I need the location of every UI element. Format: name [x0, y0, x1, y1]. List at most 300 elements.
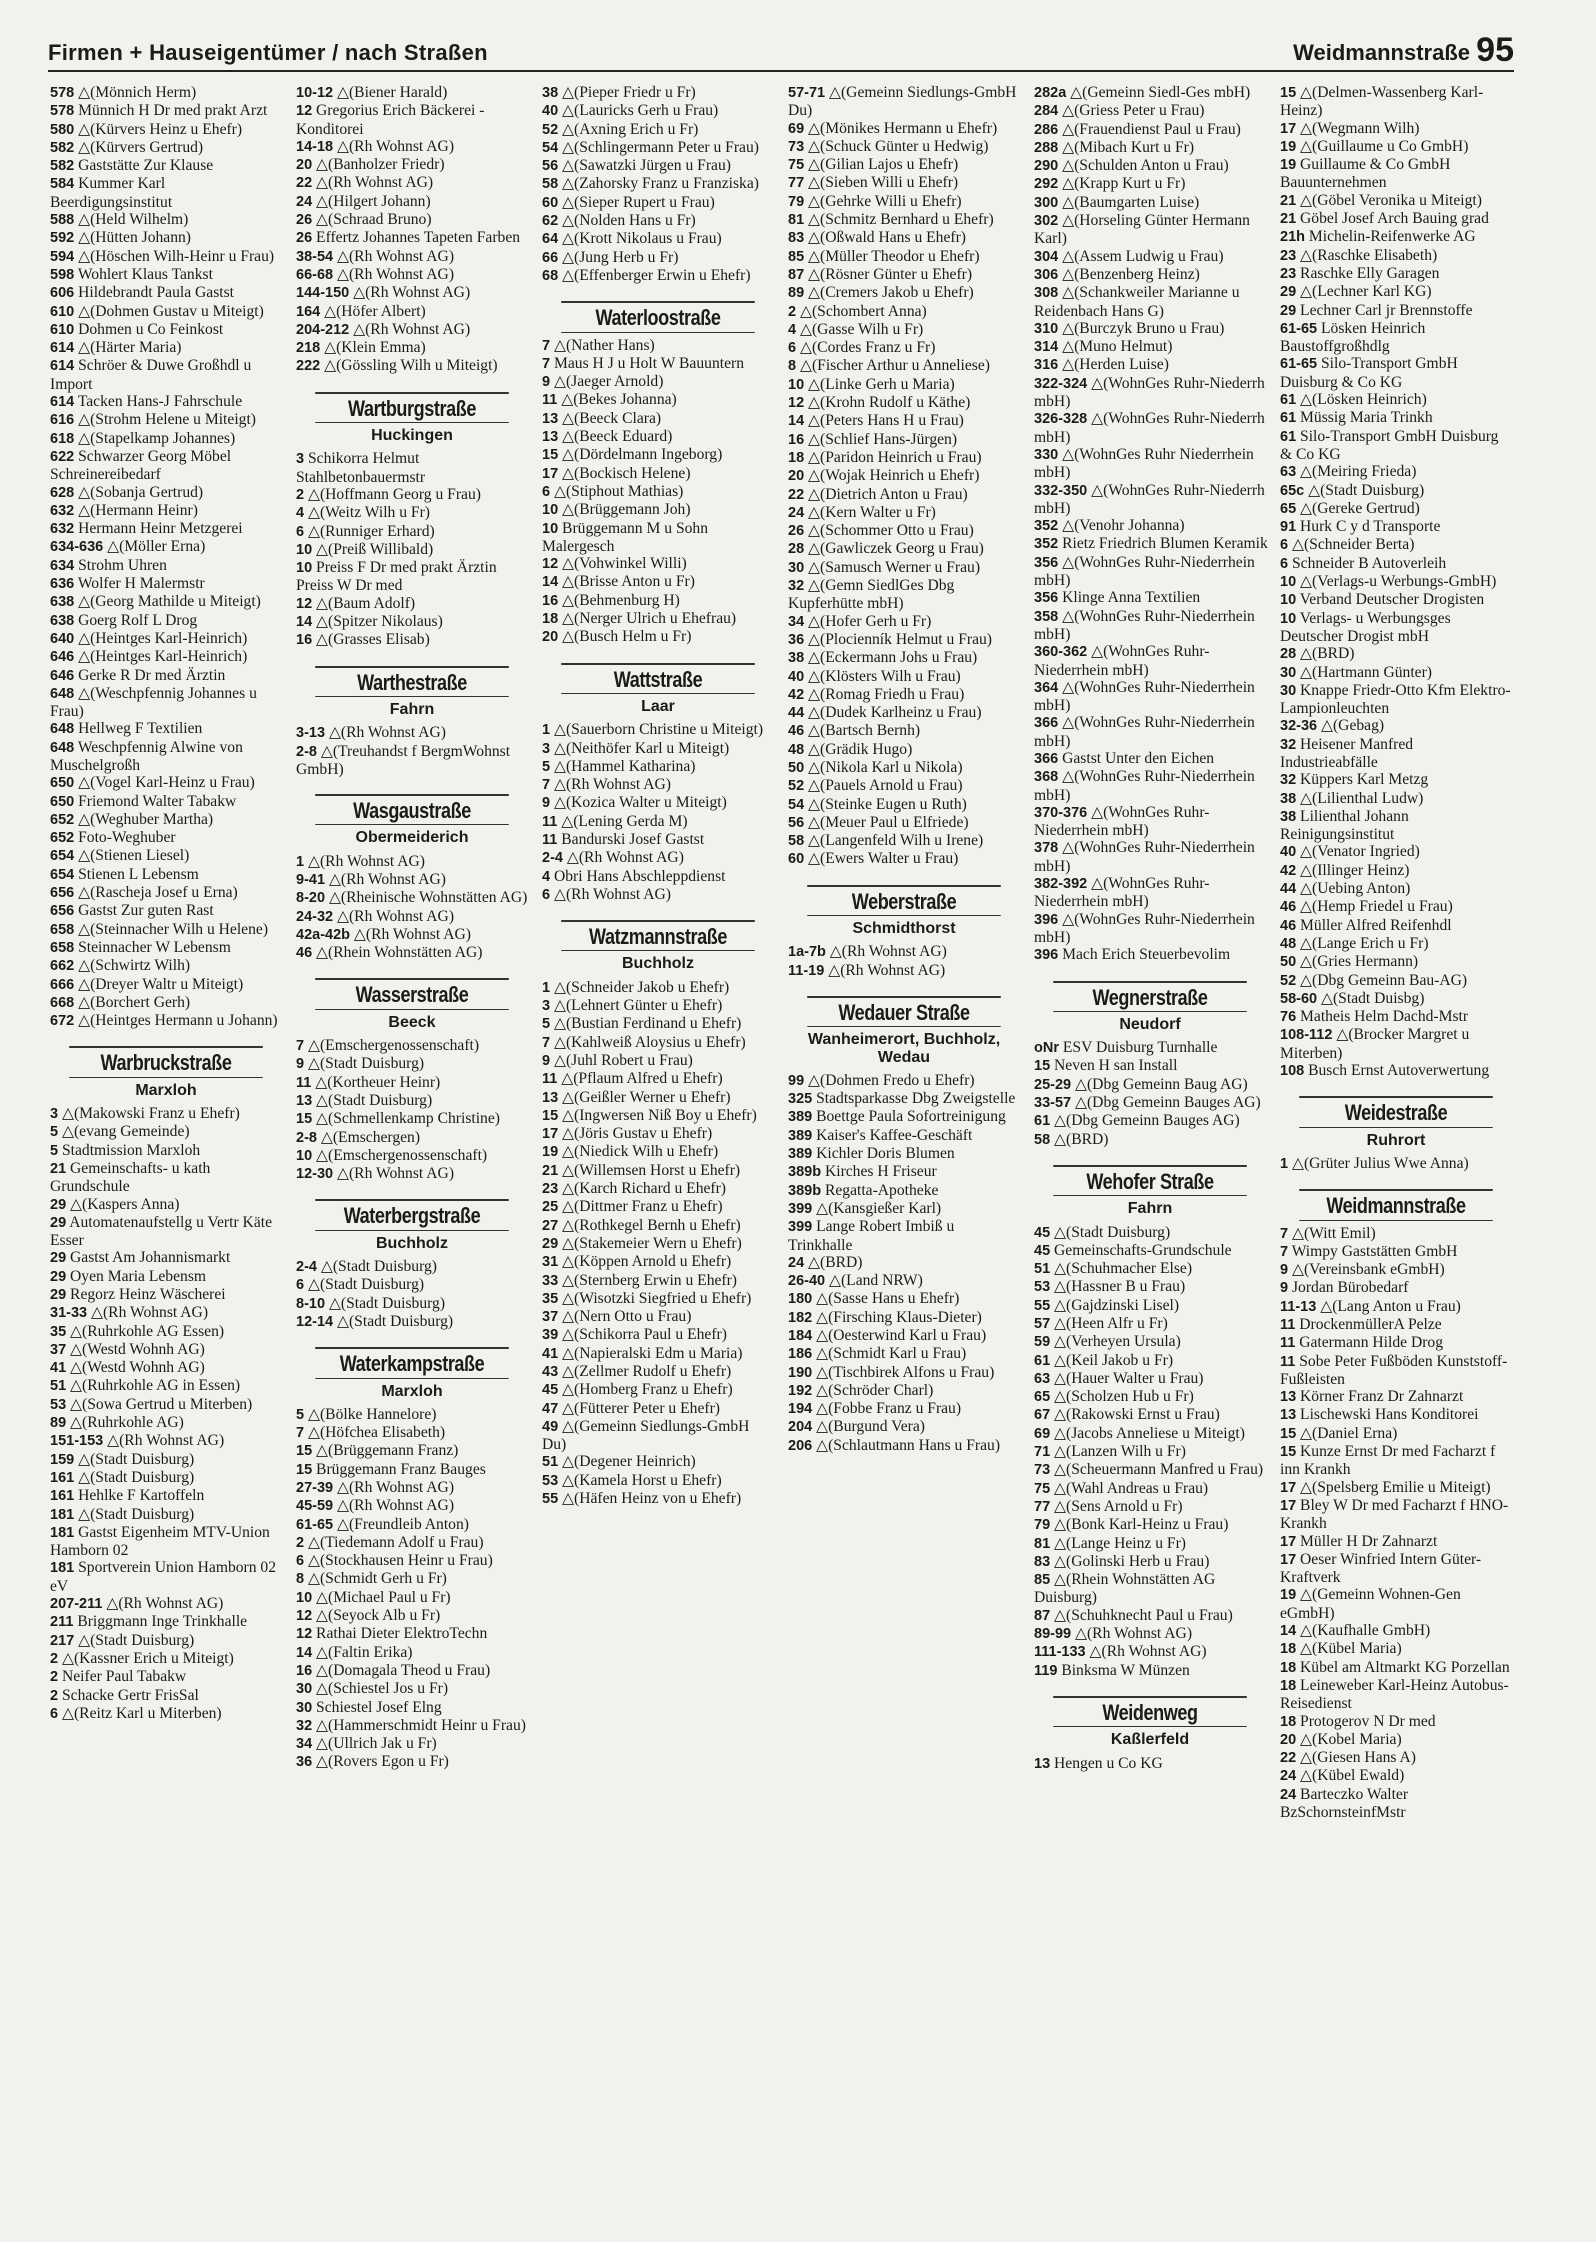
house-number: 13 — [1280, 1407, 1297, 1424]
directory-entry — [786, 668, 1022, 686]
entry-text: △(Nern Otto u Frau) — [562, 1308, 692, 1326]
house-number: 3 — [50, 1106, 59, 1123]
house-number: 15 — [1280, 85, 1297, 101]
directory-entry — [786, 577, 1022, 613]
directory-entry — [1032, 750, 1268, 768]
house-number: 389 — [788, 1146, 813, 1163]
directory-entry — [1032, 1425, 1268, 1443]
house-number: 582 — [50, 158, 75, 175]
house-number: 21 — [542, 1162, 559, 1179]
directory-entry — [1278, 1425, 1514, 1443]
directory-entry — [540, 1363, 776, 1381]
directory-entry — [1032, 1039, 1268, 1057]
entry-text: △(Emschergenossenschaft) — [307, 1037, 480, 1055]
house-number: 14-18 — [296, 138, 334, 155]
house-number: 7 — [542, 777, 551, 794]
directory-entry — [540, 501, 776, 519]
directory-entry — [786, 1364, 1022, 1382]
entry-text: △(Sieben Willi u Ehefr) — [808, 174, 959, 192]
house-number: 634-636 — [50, 539, 104, 556]
entry-text: Strohm Uhren — [78, 556, 167, 574]
house-number: 13 — [1280, 1389, 1297, 1406]
house-number: 2 — [50, 1669, 59, 1686]
house-number: 207-211 — [50, 1596, 103, 1613]
house-number: 32 — [788, 578, 805, 595]
directory-entry — [48, 1196, 284, 1214]
directory-entry — [540, 573, 776, 591]
directory-entry — [786, 649, 1022, 667]
house-number: 648 — [50, 721, 75, 738]
house-number: 1 — [296, 853, 305, 870]
entry-text: △(Biener Harald) — [337, 84, 448, 101]
entry-text: △(Faltin Erika) — [316, 1643, 413, 1661]
entry-text: △(Rösner Günter u Ehefr) — [808, 265, 973, 283]
entry-text: △(Rh Wohnst AG) — [106, 1595, 224, 1613]
house-number: 161 — [50, 1488, 75, 1505]
house-number: 204 — [788, 1419, 813, 1436]
entry-text: △(Freundleib Anton) — [337, 1515, 469, 1533]
entry-text: Steinnacher W Lebensm — [78, 938, 231, 956]
entry-text: △(Eckermann Johs u Frau) — [808, 649, 978, 667]
directory-entry — [48, 1142, 284, 1160]
entry-text: △(Domagala Theod u Frau) — [316, 1661, 491, 1679]
directory-entry — [1032, 121, 1268, 139]
entry-text: Effertz Johannes Tapeten Farben — [316, 229, 521, 247]
street-heading: Wegnerstraße — [1053, 981, 1247, 1012]
house-number: 38-54 — [296, 248, 334, 265]
house-number: 192 — [788, 1382, 813, 1399]
directory-entry — [48, 139, 284, 157]
entry-text: △(WohnGes Ruhr-Niederrh mbH) — [1034, 410, 1265, 446]
house-number: 290 — [1034, 158, 1059, 175]
entry-text: △(Köppen Arnold u Ehefr) — [562, 1253, 732, 1271]
entry-text: △(Griess Peter u Frau) — [1062, 102, 1205, 120]
directory-entry — [1278, 1243, 1514, 1261]
directory-entry — [1278, 518, 1514, 536]
directory-entry — [1278, 610, 1514, 646]
house-number: 360-362 — [1034, 644, 1088, 661]
directory-entry — [540, 1089, 776, 1107]
directory-entry — [1278, 790, 1514, 808]
directory-entry — [1278, 1261, 1514, 1279]
house-number: 11 — [542, 831, 558, 848]
entry-text: △(Beeck Clara) — [562, 409, 662, 427]
entry-text: △(Bölke Hannelore) — [307, 1405, 437, 1423]
street-heading: Wartburgstraße — [315, 392, 509, 423]
house-number: 75 — [788, 157, 805, 174]
house-number: 32 — [1280, 736, 1297, 753]
house-number: 61 — [1280, 410, 1297, 427]
directory-entry — [48, 1487, 284, 1505]
house-number: 29 — [50, 1214, 67, 1231]
entry-text: Wolfer H Malermstr — [77, 575, 205, 593]
entry-text: △(Ruhrkohle AG Essen) — [70, 1322, 225, 1340]
house-number: 20 — [788, 468, 805, 485]
directory-entry — [1032, 1278, 1268, 1296]
directory-entry — [786, 174, 1022, 192]
directory-entry — [540, 410, 776, 428]
entry-text: △(Samusch Werner u Frau) — [808, 558, 981, 576]
directory-entry — [1032, 875, 1268, 911]
house-number: 87 — [788, 266, 805, 283]
directory-entry — [786, 1072, 1022, 1090]
house-number: 58 — [788, 833, 805, 850]
directory-entry — [1278, 645, 1514, 663]
directory-entry — [786, 777, 1022, 795]
street-heading: Watzmannstraße — [561, 920, 755, 951]
directory-entry — [540, 592, 776, 610]
house-number: 3 — [542, 998, 551, 1015]
directory-entry — [1032, 1535, 1268, 1553]
entry-text: △(Held Wilhelm) — [78, 211, 189, 229]
directory-entry — [540, 373, 776, 391]
entry-text: △(Raschke Elisabeth) — [1300, 246, 1438, 264]
entry-text: △(Romag Friedh u Frau) — [808, 685, 965, 703]
entry-text: △(Guillaume u Co GmbH) — [1300, 137, 1469, 155]
directory-entry — [294, 266, 530, 284]
directory-entry — [294, 339, 530, 357]
directory-entry — [786, 1400, 1022, 1418]
house-number: 300 — [1034, 194, 1059, 211]
house-number: 306 — [1034, 266, 1059, 283]
entry-text: △(Gereke Gertrud) — [1300, 499, 1420, 517]
district-name: Kaßlerfeld — [1110, 1731, 1190, 1749]
entry-text: △(Dietrich Anton u Frau) — [808, 485, 968, 503]
house-number: 42 — [1280, 862, 1297, 879]
directory-entry — [786, 1437, 1022, 1455]
directory-entry — [1278, 1551, 1514, 1587]
street-heading: Waterkampstraße — [315, 1347, 509, 1378]
directory-entry — [48, 1506, 284, 1524]
directory-entry — [540, 997, 776, 1015]
house-number: 99 — [788, 1072, 805, 1089]
house-number: 378 — [1034, 840, 1059, 857]
entry-text: △(WohnGes Ruhr-Niederrhein mbH) — [1034, 553, 1255, 590]
entry-text: △(Weghuber Martha) — [78, 810, 214, 828]
directory-entry — [540, 84, 776, 102]
entry-text: △(Dittmer Franz u Ehefr) — [562, 1198, 723, 1216]
directory-entry — [540, 520, 776, 556]
entry-text: Hehlke F Kartoffeln — [78, 1487, 205, 1505]
directory-entry — [48, 557, 284, 575]
house-number: 658 — [50, 939, 75, 956]
directory-entry — [1278, 573, 1514, 591]
directory-entry — [48, 1105, 284, 1123]
entry-text: △(Dbg Gemeinn Bauges AG) — [1054, 1112, 1240, 1130]
house-number: 592 — [50, 230, 75, 247]
directory-entry — [1278, 682, 1514, 718]
house-number: 36 — [296, 1754, 313, 1771]
entry-text: Hurk C y d Transporte — [1300, 518, 1441, 536]
directory-entry — [540, 555, 776, 573]
directory-entry — [786, 449, 1022, 467]
house-number: 10 — [542, 520, 559, 537]
entry-text: △(Meuer Paul u Elfriede) — [808, 813, 969, 831]
house-number: 356 — [1034, 590, 1059, 607]
directory-entry — [48, 1341, 284, 1359]
directory-entry — [1032, 589, 1268, 607]
entry-text: △(Effenberger Erwin u Ehefr) — [562, 266, 751, 284]
house-number: 30 — [788, 559, 805, 576]
entry-text: Rathai Dieter ElektroTechn — [316, 1625, 488, 1643]
house-number: 25 — [542, 1199, 559, 1216]
directory-entry — [1032, 84, 1268, 102]
directory-entry — [48, 411, 284, 429]
directory-entry — [294, 1258, 530, 1276]
entry-text: △(Rh Wohnst AG) — [353, 284, 471, 302]
directory-entry — [1278, 536, 1514, 554]
directory-entry — [294, 1534, 530, 1552]
directory-entry — [1278, 228, 1514, 246]
house-number: 89-99 — [1034, 1626, 1072, 1643]
directory-entry — [48, 357, 284, 393]
directory-entry — [540, 157, 776, 175]
directory-entry — [540, 1472, 776, 1490]
house-number: 55 — [542, 1491, 559, 1508]
entry-text: △(Lang Anton u Frau) — [1320, 1297, 1461, 1315]
street-heading: Weidenweg — [1053, 1696, 1247, 1727]
house-number: 16 — [542, 592, 559, 609]
entry-text: △(Rovers Egon u Fr) — [316, 1753, 449, 1771]
directory-entry — [48, 538, 284, 556]
house-number: 17 — [1280, 1533, 1297, 1550]
directory-entry — [48, 1304, 284, 1322]
column-3 — [540, 84, 776, 2234]
district-name: Huckingen — [371, 427, 453, 445]
house-number: 40 — [788, 668, 805, 685]
house-number: 91 — [1280, 519, 1297, 536]
house-number: 181 — [50, 1560, 75, 1577]
entry-text: △(Schwirtz Wilh) — [78, 957, 191, 975]
house-number: 31-33 — [50, 1305, 88, 1322]
directory-entry — [1032, 1260, 1268, 1278]
house-number: 17 — [1280, 1479, 1297, 1496]
directory-entry — [786, 357, 1022, 375]
directory-entry — [786, 522, 1022, 540]
directory-entry — [1278, 210, 1514, 228]
directory-entry — [294, 1461, 530, 1479]
entry-text: △(Seyock Alb u Fr) — [316, 1607, 441, 1625]
directory-entry — [540, 1070, 776, 1088]
house-number: 56 — [788, 814, 805, 831]
house-number: 11 — [296, 1074, 312, 1091]
entry-text: △(Dördelmann Ingeborg) — [562, 446, 723, 464]
directory-entry — [294, 1165, 530, 1183]
entry-text: △(Daniel Erna) — [1300, 1424, 1398, 1442]
house-number: 218 — [296, 340, 321, 357]
entry-text: △(Steinnacher Wilh u Helene) — [78, 920, 269, 938]
directory-entry — [1278, 1659, 1514, 1677]
directory-entry — [48, 1705, 284, 1723]
house-number: 39 — [542, 1327, 559, 1344]
entry-text: △(Rheinische Wohnstätten AG) — [328, 889, 528, 907]
directory-entry — [1032, 1607, 1268, 1625]
house-number: 19 — [1280, 1587, 1297, 1604]
directory-entry — [1032, 139, 1268, 157]
district-name: Buchholz — [376, 1234, 448, 1252]
directory-entry — [48, 1286, 284, 1304]
house-number: 48 — [788, 741, 805, 758]
entry-text: △(BRD) — [808, 1253, 863, 1271]
entry-text: △(Nerger Ulrich u Ehefrau) — [562, 610, 737, 628]
entry-text: △(Schneider Jakob u Ehefr) — [553, 978, 730, 996]
entry-text: △(Sasse Hans u Ehefr) — [816, 1290, 960, 1308]
house-number: 17 — [542, 1126, 559, 1143]
house-number: 151-153 — [50, 1433, 104, 1450]
directory-entry — [540, 446, 776, 464]
directory-entry — [48, 957, 284, 975]
directory-entry — [540, 428, 776, 446]
entry-text: △(Keil Jakob u Fr) — [1054, 1351, 1174, 1369]
directory-entry — [786, 741, 1022, 759]
house-number: 11 — [542, 1071, 558, 1088]
directory-entry — [1278, 482, 1514, 500]
directory-entry — [1278, 1406, 1514, 1424]
house-number: 25-29 — [1034, 1076, 1072, 1093]
entry-text: △(Jacobs Anneliese u Miteigt) — [1054, 1424, 1245, 1442]
directory-entry — [786, 467, 1022, 485]
house-number: 38 — [1280, 808, 1297, 825]
house-number: 11 — [1280, 1335, 1296, 1352]
directory-entry — [1278, 120, 1514, 138]
directory-entry — [1032, 1076, 1268, 1094]
entry-text: Heisener Manfred Industrieabfälle — [1280, 735, 1414, 771]
entry-text: △(Sauerborn Christine u Miteigt) — [553, 721, 764, 739]
entry-text: Bley W Dr med Facharzt f HNO-Krankh — [1280, 1496, 1509, 1533]
house-number: 73 — [788, 138, 805, 155]
entry-text: △(Schmellenkamp Christine) — [316, 1110, 500, 1128]
directory-entry — [48, 1668, 284, 1686]
column-6 — [1278, 84, 1514, 2234]
house-number: 76 — [1280, 1009, 1297, 1026]
house-number: 65 — [1034, 1389, 1051, 1406]
house-number: 12-30 — [296, 1166, 334, 1183]
entry-text: △(Stadt Duisburg) — [78, 1631, 195, 1649]
entry-text: Gastst Unter den Eichen — [1062, 749, 1215, 767]
house-number: 46 — [1280, 917, 1297, 934]
directory-entry — [294, 102, 530, 138]
entry-text: DrockenmüllerA Pelze — [1299, 1316, 1442, 1333]
house-number: 578 — [50, 85, 75, 101]
house-number: 2-4 — [296, 1259, 317, 1276]
entry-text: △(Verheyen Ursula) — [1054, 1333, 1181, 1351]
directory-entry — [540, 1418, 776, 1454]
house-number: 9 — [542, 374, 551, 391]
house-number: 21 — [50, 1160, 67, 1177]
entry-text: △(Krott Nikolaus u Frau) — [562, 230, 722, 248]
entry-text: △(Mönnich Herm) — [78, 84, 197, 101]
house-number: 23 — [1280, 265, 1297, 282]
house-number: 24 — [1280, 1786, 1297, 1803]
entry-text: △(Stakemeier Wern u Ehefr) — [562, 1234, 742, 1252]
directory-entry — [48, 229, 284, 247]
house-number: 389b — [788, 1182, 822, 1199]
directory-entry — [294, 1607, 530, 1625]
house-number: 27-39 — [296, 1480, 334, 1496]
entry-text: △(Kobel Maria) — [1300, 1730, 1402, 1748]
entry-text: Mach Erich Steuerbevolim — [1062, 946, 1231, 964]
directory-entry — [1278, 1155, 1514, 1173]
entry-text: △(Stadt Duisburg) — [307, 1276, 425, 1294]
entry-text: △(Gemn SiedlGes Dbg Kupferhütte mbH) — [788, 577, 955, 613]
entry-text: Matheis Helm Dachd-Mstr — [1300, 1008, 1469, 1026]
entry-text: △(WohnGes Ruhr-Niederrh mbH) — [1034, 481, 1265, 517]
directory-entry — [294, 631, 530, 649]
house-number: 44 — [1280, 881, 1297, 898]
entry-text: △(Delmen-Wassenberg Karl-Heinz) — [1280, 84, 1484, 120]
house-number: 6 — [542, 483, 551, 500]
entry-text: △(Homberg Franz u Ehefr) — [562, 1381, 733, 1399]
entry-text: △(Rh Wohnst AG) — [337, 1479, 455, 1496]
directory-entry — [1032, 768, 1268, 804]
house-number: 610 — [50, 321, 75, 338]
directory-entry — [540, 1107, 776, 1125]
directory-entry — [294, 450, 530, 486]
house-number: 45 — [1034, 1224, 1051, 1241]
directory-entry — [786, 1163, 1022, 1181]
directory-entry — [48, 1414, 284, 1432]
house-number: 12 — [788, 395, 805, 412]
directory-entry — [540, 868, 776, 886]
house-number: 286 — [1034, 121, 1059, 138]
directory-entry — [294, 1753, 530, 1771]
entry-text: △(Tiedemann Adolf u Frau) — [307, 1533, 484, 1551]
house-number: 34 — [788, 613, 805, 630]
directory-entry — [1032, 643, 1268, 679]
entry-text: △(BRD) — [1054, 1130, 1109, 1148]
directory-entry — [1032, 1094, 1268, 1112]
directory-entry — [294, 1680, 530, 1698]
house-number: 11-13 — [1280, 1298, 1317, 1315]
house-number: 57 — [1034, 1316, 1051, 1332]
house-number: 10 — [1280, 592, 1297, 609]
directory-entry — [294, 1699, 530, 1717]
house-number: 44 — [788, 705, 805, 722]
house-number: 598 — [50, 266, 75, 283]
directory-entry — [48, 175, 284, 211]
house-number: 58 — [1034, 1131, 1051, 1148]
directory-entry — [48, 1249, 284, 1267]
house-number: 24 — [296, 193, 313, 210]
entry-text: Hermann Heinr Metzgerei — [78, 520, 243, 538]
directory-entry — [1278, 156, 1514, 192]
entry-text: △(Brocker Margret u Miterben) — [1280, 1026, 1470, 1062]
entry-text: △(Kansgießer Karl) — [816, 1199, 942, 1217]
entry-text: Kirches H Friseur — [824, 1163, 937, 1181]
directory-entry — [786, 266, 1022, 284]
street-heading: Wedauer Straße — [807, 996, 1001, 1027]
directory-entry — [48, 774, 284, 792]
directory-entry — [540, 391, 776, 409]
entry-text: △(Stockhausen Heinr u Frau) — [307, 1552, 493, 1570]
house-number: 282a — [1034, 85, 1067, 101]
directory-entry — [786, 686, 1022, 704]
entry-text: △(Ruhrkohle AG in Essen) — [70, 1377, 241, 1395]
entry-text: △(Giesen Hans A) — [1300, 1749, 1416, 1767]
entry-text: △(Fobbe Franz u Frau) — [816, 1400, 962, 1418]
entry-text: Neifer Paul Tabakw — [61, 1668, 187, 1686]
house-number: 332-350 — [1034, 482, 1088, 499]
district-name: Schmidthorst — [852, 920, 956, 938]
directory-entry — [1278, 409, 1514, 427]
house-number: 15 — [296, 1111, 313, 1128]
directory-entry — [540, 267, 776, 285]
directory-entry — [1032, 714, 1268, 750]
house-number: 7 — [542, 1034, 551, 1051]
entry-text: Regatta-Apotheke — [824, 1181, 939, 1199]
directory-entry — [540, 813, 776, 831]
directory-entry — [48, 1214, 284, 1250]
